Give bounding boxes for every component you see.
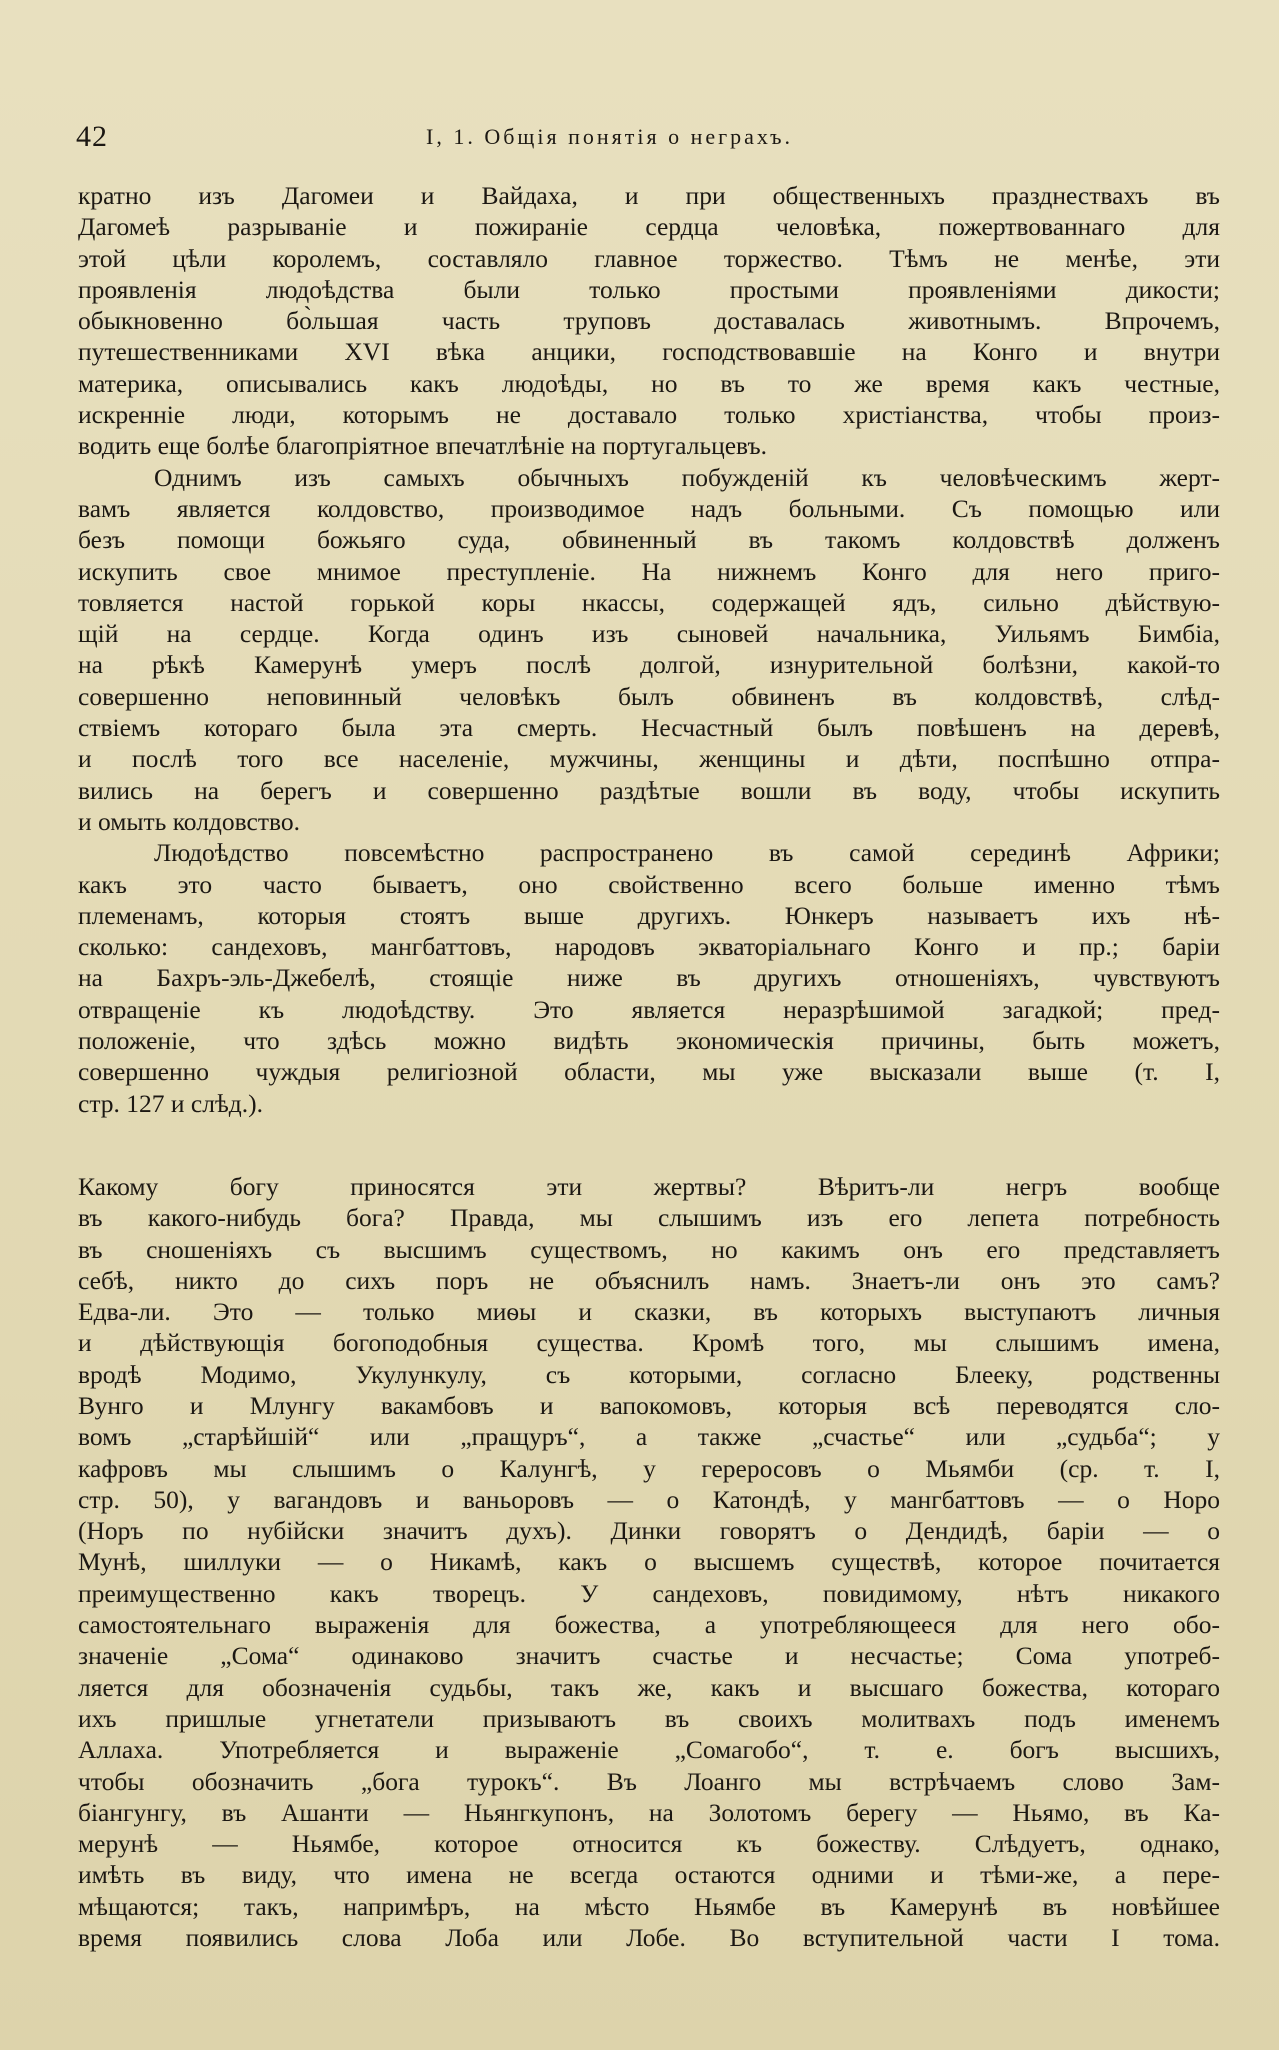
text-line: сколько: сандеховъ, мангбаттовъ, народовъ экваторіальнаго Конго и пр.; баріи xyxy=(78,932,1220,962)
running-head: I, 1. Общія понятія о неграхъ. xyxy=(426,124,793,149)
text-line: Однимъ изъ самыхъ обычныхъ побужденій къ человѣческимъ жерт- xyxy=(154,462,1220,492)
text-line: вились на берегъ и совершенно раздѣтые вошли въ воду, чтобы искупить xyxy=(78,775,1220,805)
text-line: искупить свое мнимое преступленіе. На нижнемъ Конго для него приго- xyxy=(78,556,1220,586)
text-line: (Норъ по нубійски значитъ духъ). Динки говорятъ о Дендидѣ, баріи — о xyxy=(78,1516,1220,1546)
text-line: Людоѣдство повсемѣстно распространено въ самой серединѣ Африки; xyxy=(154,838,1220,868)
text-line: Какому богу приносятся эти жертвы? Вѣритъ-ли негръ вообще xyxy=(78,1171,1220,1201)
text-line: щій на сердце. Когда одинъ изъ сыновей начальника, Уильямъ Бимбіа, xyxy=(78,619,1220,649)
body-text xyxy=(78,180,1220,1953)
text-line: и дѣйствующія богоподобныя существа. Кромѣ того, мы слышимъ имена, xyxy=(78,1328,1220,1358)
text-line: себѣ, никто до сихъ поръ не объяснилъ намъ. Знаетъ-ли онъ это самъ? xyxy=(78,1265,1220,1295)
page-header xyxy=(76,120,1216,160)
section-gap xyxy=(78,1119,1220,1171)
text-line: въ какого-нибудь бога? Правда, мы слышимъ изъ его лепета потребность xyxy=(78,1203,1220,1233)
text-line: путешественниками XVI вѣка анцики, господствовавшіе на Конго и внутри xyxy=(78,337,1220,367)
text-line: самостоятельнаго выраженія для божества, а употребляющееся для него обо- xyxy=(78,1610,1220,1640)
text-line: ствіемъ котораго была эта смерть. Несчастный былъ повѣшенъ на деревѣ, xyxy=(78,713,1220,743)
text-line: обыкновенно бо̀льшая часть труповъ доставалась животнымъ. Впрочемъ, xyxy=(78,306,1220,336)
text-line: какъ это часто бываетъ, оно свойственно всего больше именно тѣмъ xyxy=(78,869,1220,899)
text-line: ляется для обозначенія судьбы, такъ же, какъ и высшаго божества, котораго xyxy=(78,1672,1220,1702)
text-line: на рѣкѣ Камерунѣ умеръ послѣ долгой, изнурительной болѣзни, какой-то xyxy=(78,650,1220,680)
text-line: вомъ „старѣйшій“ или „пращуръ“, а также „счастье“ или „судьба“; у xyxy=(78,1422,1220,1452)
text-line: Аллаха. Употребляется и выраженіе „Сомагобо“, т. е. богъ высшихъ, xyxy=(78,1735,1220,1765)
text-line: стр. 50), у вагандовъ и ваньоровъ — о Катондѣ, у мангбаттовъ — о Норо xyxy=(78,1484,1220,1514)
text-line: имѣть въ виду, что имена не всегда остаются одними и тѣми-же, а пере- xyxy=(78,1860,1220,1890)
text-line: безъ помощи божьяго суда, обвиненный въ такомъ колдовствѣ долженъ xyxy=(78,525,1220,555)
text-line: на Бахръ-эль-Джебелѣ, стоящіе ниже въ другихъ отношеніяхъ, чувствуютъ xyxy=(78,963,1220,993)
text-line: мѣщаются; такъ, напримѣръ, на мѣсто Ньямбе въ Камерунѣ въ новѣйшее xyxy=(78,1891,1220,1921)
text-line: отвращеніе къ людоѣдству. Это является неразрѣшимой загадкой; пред- xyxy=(78,994,1220,1024)
text-line: кратно изъ Дагомеи и Вайдаха, и при общественныхъ празднествахъ въ xyxy=(78,181,1220,210)
text-line: въ сношеніяхъ съ высшимъ существомъ, но какимъ онъ его представляетъ xyxy=(78,1234,1220,1264)
text-line: совершенно неповинный человѣкъ былъ обвиненъ въ колдовствѣ, слѣд- xyxy=(78,681,1220,711)
text-line: положеніе, что здѣсь можно видѣть экономическія причины, быть можетъ, xyxy=(78,1026,1220,1056)
text-line: племенамъ, которыя стоятъ выше другихъ. Юнкеръ называетъ ихъ нѣ- xyxy=(78,900,1220,930)
text-line: преимущественно какъ творецъ. У сандеховъ, повидимому, нѣтъ никакого xyxy=(78,1578,1220,1608)
text-line: искренніе люди, которымъ не доставало только христіанства, чтобы произ- xyxy=(78,400,1220,430)
text-line: вродѣ Модимо, Укулункулу, съ которыми, согласно Блееку, родственны xyxy=(78,1359,1220,1389)
text-line: Вунго и Млунгу вакамбовъ и вапокомовъ, которыя всѣ переводятся сло- xyxy=(78,1390,1220,1420)
text-line: товляется настой горькой коры нкассы, содержащей ядъ, сильно дѣйствую- xyxy=(78,587,1220,617)
text-line: совершенно чуждыя религіозной области, мы уже высказали выше (т. I, xyxy=(78,1057,1220,1087)
text-line: водить еще болѣе благопріятное впечатлѣніе на португальцевъ. xyxy=(78,431,768,461)
text-line: проявленія людоѣдства были только простыми проявленіями дикости; xyxy=(78,274,1220,304)
text-line: и послѣ того все населеніе, мужчины, женщины и дѣти, поспѣшно отпра- xyxy=(78,744,1220,774)
text-line: стр. 127 и слѣд.). xyxy=(78,1088,264,1118)
text-line: значеніе „Сома“ одинаково значитъ счастье и несчастье; Сома употреб- xyxy=(78,1641,1220,1671)
text-line: біангунгу, въ Ашанти — Ньянгкупонъ, на Золотомъ берегу — Ньямо, въ Ка- xyxy=(78,1797,1220,1827)
text-line: Мунѣ, шиллуки — о Никамѣ, какъ о высшемъ существѣ, которое почитается xyxy=(78,1547,1220,1577)
text-line: Едва-ли. Это — только миѳы и сказки, въ которыхъ выступаютъ личныя xyxy=(78,1297,1220,1327)
text-line: материка, описывались какъ людоѣды, но въ то же время какъ честные, xyxy=(78,368,1220,398)
text-line: кафровъ мы слышимъ о Калунгѣ, у гереросовъ о Мьямби (ср. т. I, xyxy=(78,1453,1220,1483)
text-line: вамъ является колдовство, производимое надъ больными. Съ помощью или xyxy=(78,493,1220,523)
text-line: Дагомеѣ разрываніе и пожираніе сердца человѣка, пожертвованнаго для xyxy=(78,212,1220,242)
text-line: время появились слова Лоба или Лобе. Во вступительной части I тома. xyxy=(78,1923,1220,1953)
page-number: 42 xyxy=(76,120,108,153)
text-line: и омыть колдовство. xyxy=(78,806,301,836)
text-line: ихъ пришлые угнетатели призываютъ въ своихъ молитвахъ подъ именемъ xyxy=(78,1703,1220,1733)
text-line: этой цѣли королемъ, составляло главное торжество. Тѣмъ не менѣе, эти xyxy=(78,243,1220,273)
text-line: чтобы обозначить „бога турокъ“. Въ Лоанго мы встрѣчаемъ слово Зам- xyxy=(78,1766,1220,1796)
text-line: мерунѣ — Ньямбе, которое относится къ божеству. Слѣдуетъ, однако, xyxy=(78,1829,1220,1859)
